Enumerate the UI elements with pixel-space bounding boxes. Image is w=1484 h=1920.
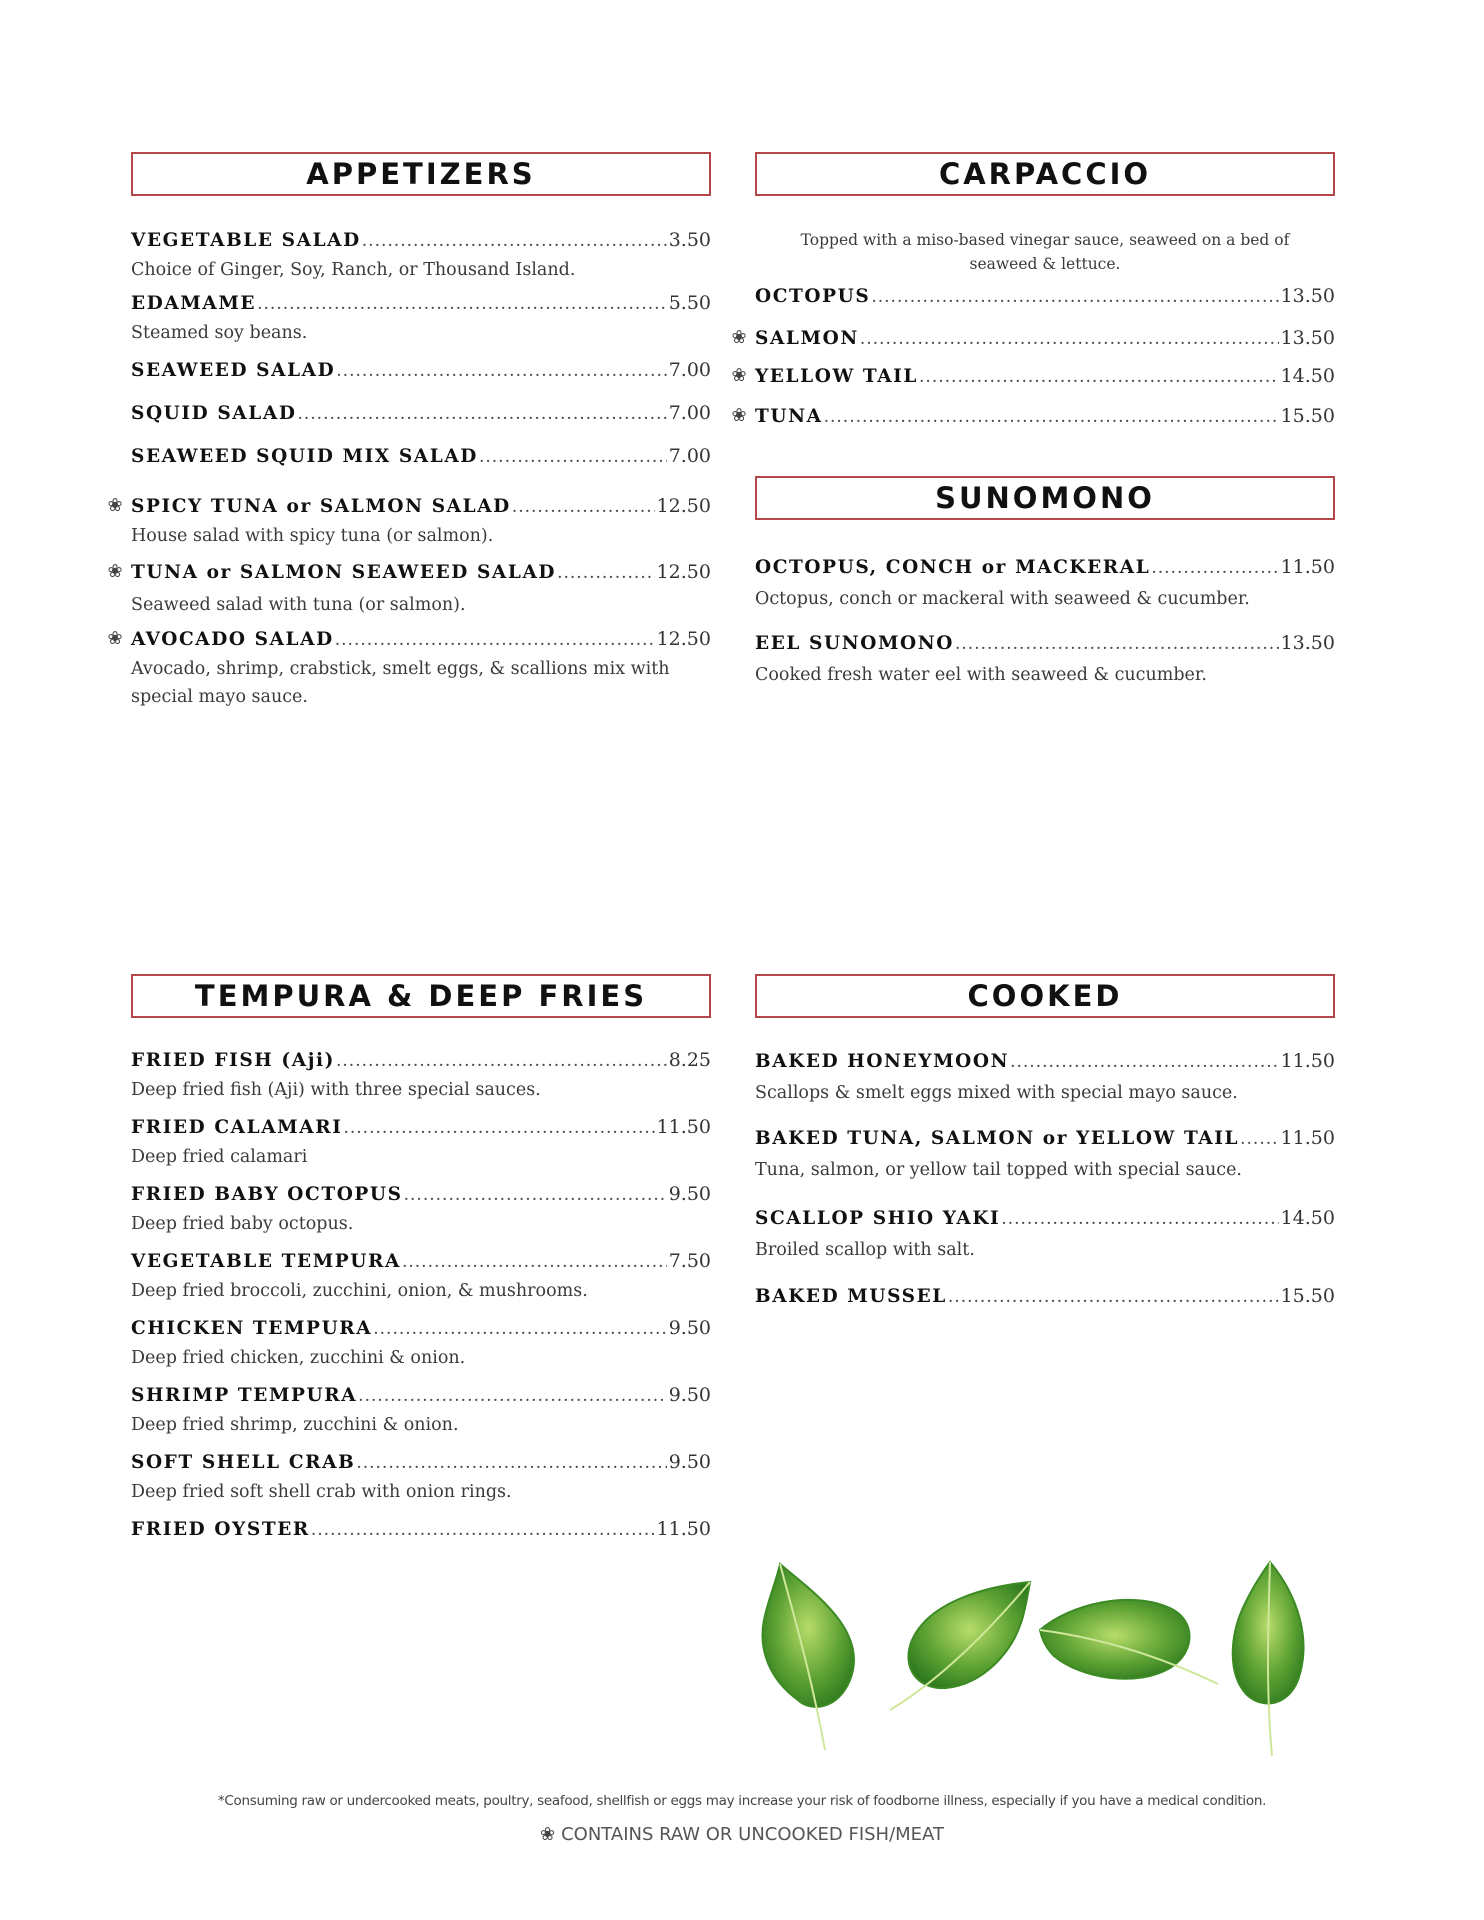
item-name: SCALLOP SHIO YAKI xyxy=(755,1208,1001,1229)
item-price: 13.50 xyxy=(1280,632,1335,654)
item-description: Avocado, shrimp, crabstick, smelt eggs, & scallions mix with special mayo sauce. xyxy=(131,659,670,707)
leaf-icon xyxy=(762,1564,854,1750)
item-price: 9.50 xyxy=(668,1183,711,1205)
item-name: YELLOW TAIL xyxy=(755,366,919,387)
item-description: Steamed soy beans. xyxy=(131,323,308,343)
item-name: OCTOPUS xyxy=(755,286,871,307)
leaf-icon xyxy=(1233,1562,1304,1756)
item-name: SQUID SALAD xyxy=(131,403,297,424)
item-price: 15.50 xyxy=(1280,1285,1335,1307)
sunomono-header: SUNOMONO xyxy=(755,476,1335,520)
item-name: SALMON xyxy=(755,328,859,349)
menu-item xyxy=(131,1048,711,1104)
item-name: SEAWEED SQUID MIX SALAD xyxy=(131,446,478,467)
item-name: CHICKEN TEMPURA xyxy=(131,1318,373,1339)
item-name: OCTOPUS, CONCH or MACKERAL xyxy=(755,557,1151,578)
leaf-icon xyxy=(1040,1600,1218,1684)
item-price: 15.50 xyxy=(1280,405,1335,427)
item-price: 14.50 xyxy=(1280,365,1335,387)
item-name: TUNA xyxy=(755,406,823,427)
item-description: Choice of Ginger, Soy, Ranch, or Thousand Island. xyxy=(131,260,576,280)
shiso-leaves-illustration xyxy=(750,1560,1330,1760)
item-name: EEL SUNOMONO xyxy=(755,633,954,654)
menu-item xyxy=(755,284,1335,308)
flower-icon: ❀ xyxy=(540,1824,556,1845)
item-name: AVOCADO SALAD xyxy=(131,629,334,650)
item-description: Broiled scallop with salt. xyxy=(755,1240,975,1260)
item-name: FRIED CALAMARI xyxy=(131,1117,343,1138)
carpaccio-header: CARPACCIO xyxy=(755,152,1335,196)
item-description: Deep fried fish (Aji) with three special sauces. xyxy=(131,1080,541,1100)
item-price: 13.50 xyxy=(1280,285,1335,307)
item-name: FRIED OYSTER xyxy=(131,1519,310,1540)
item-name: EDAMAME xyxy=(131,293,257,314)
item-name: TUNA or SALMON SEAWEED SALAD xyxy=(131,562,557,583)
item-name: FRIED FISH (Aji) xyxy=(131,1050,335,1071)
menu-item xyxy=(131,401,711,425)
menu-item xyxy=(755,1049,1335,1107)
item-description: Octopus, conch or mackeral with seaweed & cucumber. xyxy=(755,589,1250,609)
menu-item xyxy=(131,1316,711,1372)
item-price: 11.50 xyxy=(1280,1127,1335,1149)
menu-item xyxy=(131,444,711,468)
tempura-header: TEMPURA & DEEP FRIES xyxy=(131,974,711,1018)
menu-item xyxy=(731,326,1335,350)
item-price: 12.50 xyxy=(656,628,711,650)
item-name: VEGETABLE TEMPURA xyxy=(131,1251,401,1272)
menu-item xyxy=(755,1126,1335,1184)
item-price: 7.00 xyxy=(668,402,711,424)
item-name: VEGETABLE SALAD xyxy=(131,230,361,251)
item-description: House salad with spicy tuna (or salmon). xyxy=(131,526,494,546)
item-name: FRIED BABY OCTOPUS xyxy=(131,1184,403,1205)
item-price: 7.00 xyxy=(668,445,711,467)
item-name: SPICY TUNA or SALMON SALAD xyxy=(131,496,511,517)
item-description: Deep fried chicken, zucchini & onion. xyxy=(131,1348,466,1368)
menu-item xyxy=(131,1115,711,1171)
item-price: 8.25 xyxy=(668,1049,711,1071)
item-name: BAKED HONEYMOON xyxy=(755,1051,1010,1072)
item-name: SOFT SHELL CRAB xyxy=(131,1452,356,1473)
item-name: SEAWEED SALAD xyxy=(131,360,336,381)
item-description: Seaweed salad with tuna (or salmon). xyxy=(131,595,466,615)
item-price: 11.50 xyxy=(1280,1050,1335,1072)
item-description: Deep fried baby octopus. xyxy=(131,1214,354,1234)
cooked-header: COOKED xyxy=(755,974,1335,1018)
appetizers-header: APPETIZERS xyxy=(131,152,711,196)
item-price: 12.50 xyxy=(656,495,711,517)
flower-icon: ❀ xyxy=(107,628,123,649)
menu-item xyxy=(131,1450,711,1506)
item-price: 11.50 xyxy=(1280,556,1335,578)
item-description: Deep fried soft shell crab with onion rings. xyxy=(131,1482,512,1502)
menu-item xyxy=(731,404,1335,428)
leaf-icon xyxy=(890,1582,1030,1710)
menu-item xyxy=(755,631,1335,689)
item-price: 9.50 xyxy=(668,1317,711,1339)
item-description: Deep fried shrimp, zucchini & onion. xyxy=(131,1415,459,1435)
flower-icon: ❀ xyxy=(731,327,747,348)
item-name: BAKED MUSSEL xyxy=(755,1286,947,1307)
menu-item xyxy=(131,228,711,284)
item-price: 12.50 xyxy=(656,561,711,583)
menu-item xyxy=(131,358,711,382)
menu-item xyxy=(131,291,711,347)
flower-icon: ❀ xyxy=(731,365,747,386)
menu-item xyxy=(107,560,711,619)
menu-item xyxy=(107,494,711,550)
menu-item xyxy=(731,364,1335,388)
menu-item xyxy=(755,1206,1335,1264)
item-price: 9.50 xyxy=(668,1451,711,1473)
footnote: *Consuming raw or undercooked meats, poultry, seafood, shellfish or eggs may increase your risk of foodborne illness, especially if you have a medical condition. xyxy=(217,1793,1267,1809)
item-price: 14.50 xyxy=(1280,1207,1335,1229)
item-name: SHRIMP TEMPURA xyxy=(131,1385,358,1406)
flower-icon: ❀ xyxy=(107,495,123,516)
menu-item xyxy=(131,1383,711,1439)
item-description: Deep fried calamari xyxy=(131,1147,308,1167)
item-description: Tuna, salmon, or yellow tail topped with special sauce. xyxy=(755,1160,1242,1180)
menu-item xyxy=(131,1517,711,1541)
flower-icon: ❀ xyxy=(731,405,747,426)
carpaccio-intro: Topped with a miso-based vinegar sauce, seaweed on a bed of seaweed & lettuce. xyxy=(800,231,1290,273)
item-description: Scallops & smelt eggs mixed with special mayo sauce. xyxy=(755,1083,1238,1103)
item-description: Cooked fresh water eel with seaweed & cucumber. xyxy=(755,665,1207,685)
item-description: Deep fried broccoli, zucchini, onion, & mushrooms. xyxy=(131,1281,588,1301)
item-price: 7.50 xyxy=(668,1250,711,1272)
flower-icon: ❀ xyxy=(107,561,123,582)
item-price: 3.50 xyxy=(668,229,711,251)
menu-item xyxy=(107,627,711,711)
item-price: 7.00 xyxy=(668,359,711,381)
item-price: 11.50 xyxy=(656,1518,711,1540)
item-price: 5.50 xyxy=(668,292,711,314)
item-price: 9.50 xyxy=(668,1384,711,1406)
item-price: 13.50 xyxy=(1280,327,1335,349)
item-price: 11.50 xyxy=(656,1116,711,1138)
item-name: BAKED TUNA, SALMON or YELLOW TAIL xyxy=(755,1128,1240,1149)
menu-item xyxy=(131,1249,711,1305)
legend-text: CONTAINS RAW OR UNCOOKED FISH/MEAT xyxy=(561,1824,944,1845)
raw-fish-legend xyxy=(0,1824,1484,1846)
menu-item xyxy=(755,555,1335,613)
menu-item xyxy=(755,1284,1335,1308)
menu-item xyxy=(131,1182,711,1238)
